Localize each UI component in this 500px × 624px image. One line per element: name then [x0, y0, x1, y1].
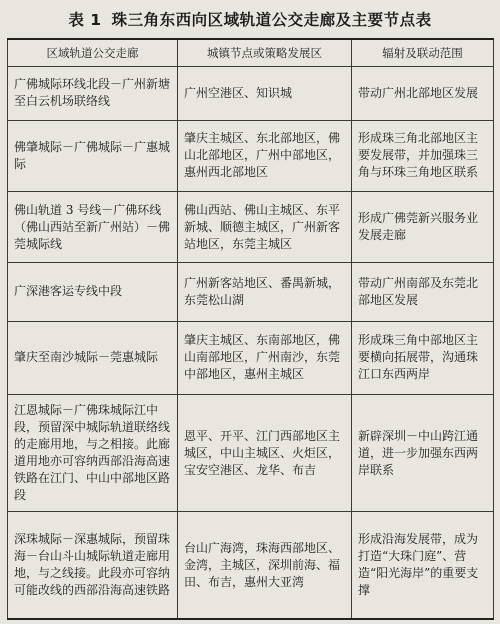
table-caption: 珠三角东西向区域轨道公交走廊及主要节点表 — [111, 11, 432, 29]
cell-scope: 形成沿海发展带，成为打造“大珠门庭”、营造“阳光海岸”的重要支撑 — [352, 512, 494, 619]
table-header-row — [8, 39, 494, 67]
header-nodes: 城镇节点或策略发展区 — [178, 39, 352, 67]
table-row — [8, 395, 494, 512]
cell-scope: 新辟深圳－中山跨江通道，进一步加强东西两岸联系 — [352, 395, 494, 512]
cell-scope: 形成珠三角中部地区主要横向拓展带，沟通珠江口东西两岸 — [352, 321, 494, 395]
cell-corridor: 广深港客运专线中段 — [8, 263, 178, 321]
cell-nodes: 佛山西站、佛山主城区、东平新城、顺德主城区，广州新客站地区，东莞主城区 — [178, 192, 352, 263]
table-row — [8, 192, 494, 263]
cell-corridor: 佛肇城际－广佛城际－广惠城际 — [8, 120, 178, 191]
table-title — [0, 6, 500, 32]
table-row — [8, 263, 494, 321]
cell-scope: 带动广州北部地区发展 — [352, 67, 494, 121]
header-scope: 辐射及联动范围 — [352, 39, 494, 67]
cell-corridor: 肇庆至南沙城际－莞惠城际 — [8, 321, 178, 395]
table-row — [8, 321, 494, 395]
header-corridor: 区域轨道公交走廊 — [8, 39, 178, 67]
cell-corridor: 江恩城际－广佛珠城际江中段，预留深中城际轨道联络线的走廊用地，与之相接。此廊道用地亦可容纳西部沿海高速铁路在江门、中山中部地区路段 — [8, 395, 178, 512]
cell-nodes: 肇庆主城区、东北部地区，佛山北部地区，广州中部地区，惠州西北部地区 — [178, 120, 352, 191]
table-row — [8, 120, 494, 191]
corridor-table — [7, 38, 494, 620]
cell-nodes: 恩平、开平、江门西部地区主城区，中山主城区、火炬区，宝安空港区、龙华、布吉 — [178, 395, 352, 512]
cell-nodes: 广州空港区、知识城 — [178, 67, 352, 121]
cell-nodes: 台山广海湾，珠海西部地区、金湾，主城区，深圳前海、福田、布吉，惠州大亚湾 — [178, 512, 352, 619]
cell-nodes: 广州新客站地区、番禺新城，东莞松山湖 — [178, 263, 352, 321]
table-row — [8, 67, 494, 121]
cell-scope: 形成珠三角北部地区主要发展带，并加强珠三角与环珠三角地区联系 — [352, 120, 494, 191]
cell-scope: 带动广州南部及东莞北部地区发展 — [352, 263, 494, 321]
cell-nodes: 肇庆主城区、东南部地区，佛山南部地区，广州南沙，东莞中部地区，惠州主城区 — [178, 321, 352, 395]
cell-corridor: 深珠城际－深惠城际，预留珠海－台山斗山城际轨道走廊用地，与之线接。此段亦可容纳可能改线的西部沿海高速铁路 — [8, 512, 178, 619]
cell-scope: 形成广佛莞新兴服务业发展走廊 — [352, 192, 494, 263]
table-row — [8, 512, 494, 619]
table-number: 表 1 — [68, 11, 102, 29]
cell-corridor: 广佛城际环线北段－广州新塘至白云机场联络线 — [8, 67, 178, 121]
cell-corridor: 佛山轨道 3 号线－广佛环线（佛山西站至新广州站）－佛莞城际线 — [8, 192, 178, 263]
